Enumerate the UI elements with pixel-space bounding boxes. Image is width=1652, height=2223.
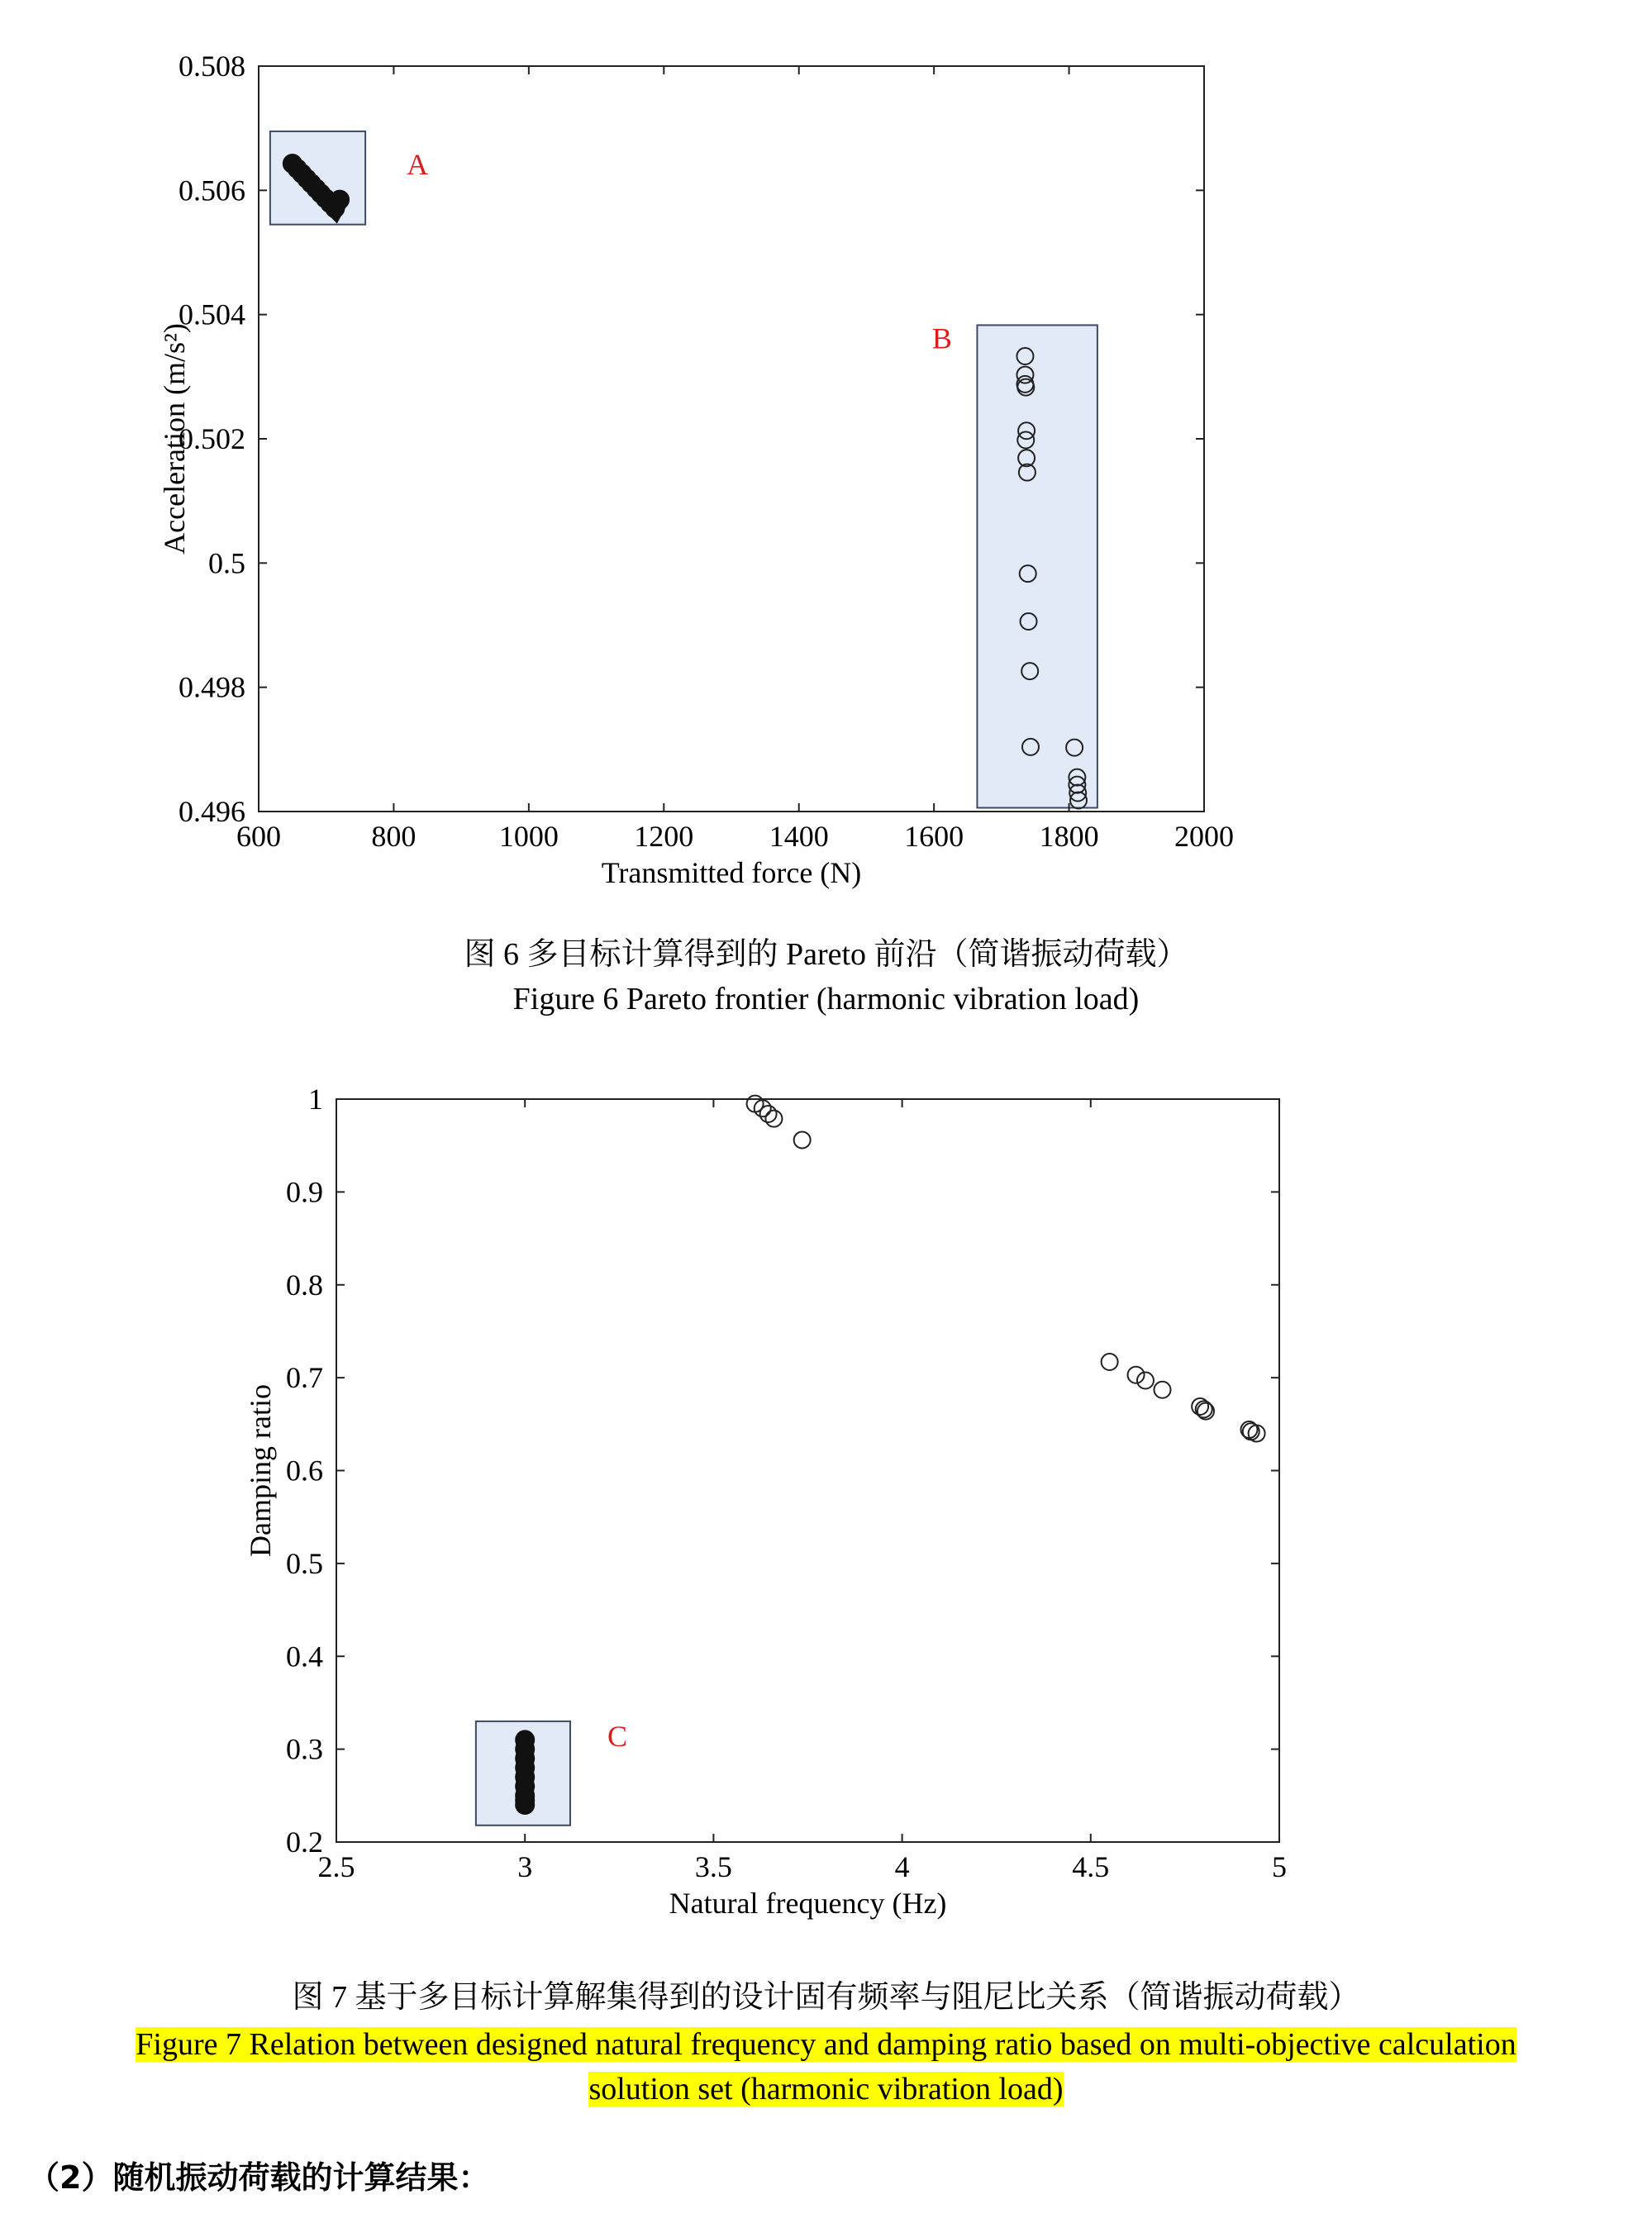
x-axis-label: Transmitted force (N) xyxy=(601,856,862,889)
x-axis-label: Natural frequency (Hz) xyxy=(669,1887,947,1920)
region-box-b xyxy=(977,325,1097,807)
figure-6-caption-zh: 图 6 多目标计算得到的 Pareto 前沿（简谐振动荷载） xyxy=(464,937,1188,972)
section-heading: （2）随机振动荷载的计算结果： xyxy=(28,2159,490,2196)
y-tick-label: 0.7 xyxy=(286,1361,323,1395)
figure-7-caption-en-line1: Figure 7 Relation between designed natural frequency and damping ratio based on multi-objective calculation xyxy=(136,2027,1516,2062)
y-tick-label: 0.9 xyxy=(286,1175,323,1209)
x-tick-label: 5 xyxy=(1272,1850,1287,1883)
x-tick-label: 1400 xyxy=(769,820,829,853)
x-tick-label: 3.5 xyxy=(694,1850,732,1883)
y-tick-label: 0.8 xyxy=(286,1268,323,1302)
figure-7-caption-en xyxy=(0,2022,1652,2111)
x-tick-label: 1200 xyxy=(634,820,694,853)
y-tick-label: 0.498 xyxy=(179,670,245,704)
x-tick-label: 1800 xyxy=(1039,820,1099,853)
y-tick-label: 0.2 xyxy=(286,1826,323,1859)
y-tick-label: 0.508 xyxy=(179,50,245,83)
figure-6-chart xyxy=(0,0,1652,926)
y-tick-label: 0.3 xyxy=(286,1732,323,1766)
y-tick-label: 0.506 xyxy=(179,174,245,207)
data-point-open xyxy=(1102,1354,1118,1370)
figure-6-caption-en: Figure 6 Pareto frontier (harmonic vibration load) xyxy=(512,982,1140,1016)
x-tick-label: 3 xyxy=(517,1850,533,1883)
figure-7-caption-en-line2: solution set (harmonic vibration load) xyxy=(588,2072,1064,2106)
y-tick-label: 0.4 xyxy=(286,1640,323,1673)
data-point-open xyxy=(765,1111,782,1127)
data-point-open xyxy=(1154,1382,1171,1398)
y-tick-label: 0.5 xyxy=(286,1546,323,1580)
data-point-open xyxy=(794,1131,811,1148)
data-point-open xyxy=(1128,1367,1145,1383)
y-tick-label: 1 xyxy=(308,1083,323,1116)
region-label-c: C xyxy=(607,1719,627,1753)
x-tick-label: 600 xyxy=(236,820,281,853)
x-tick-label: 1600 xyxy=(904,820,964,853)
y-axis-label: Acceleration (m/s²) xyxy=(158,323,191,555)
y-tick-label: 0.5 xyxy=(208,546,245,580)
y-axis-label: Damping ratio xyxy=(244,1384,277,1557)
y-tick-label: 0.504 xyxy=(179,298,245,331)
region-label-a: A xyxy=(407,147,429,181)
x-tick-label: 800 xyxy=(371,820,417,853)
y-tick-label: 0.496 xyxy=(179,795,245,828)
x-tick-label: 2000 xyxy=(1174,820,1234,853)
x-tick-label: 4 xyxy=(894,1850,910,1883)
x-tick-label: 2.5 xyxy=(317,1850,355,1883)
figure-7-chart xyxy=(0,1050,1652,1942)
region-label-b: B xyxy=(931,321,952,355)
y-tick-label: 0.6 xyxy=(286,1454,323,1488)
x-tick-label: 1000 xyxy=(498,820,559,853)
figure-7-caption-zh: 图 7 基于多目标计算解集得到的设计固有频率与阻尼比关系（简谐振动荷载） xyxy=(292,1980,1360,2015)
data-point-open xyxy=(1137,1372,1154,1388)
x-tick-label: 4.5 xyxy=(1072,1850,1110,1883)
y-tick-label: 0.502 xyxy=(179,422,245,455)
